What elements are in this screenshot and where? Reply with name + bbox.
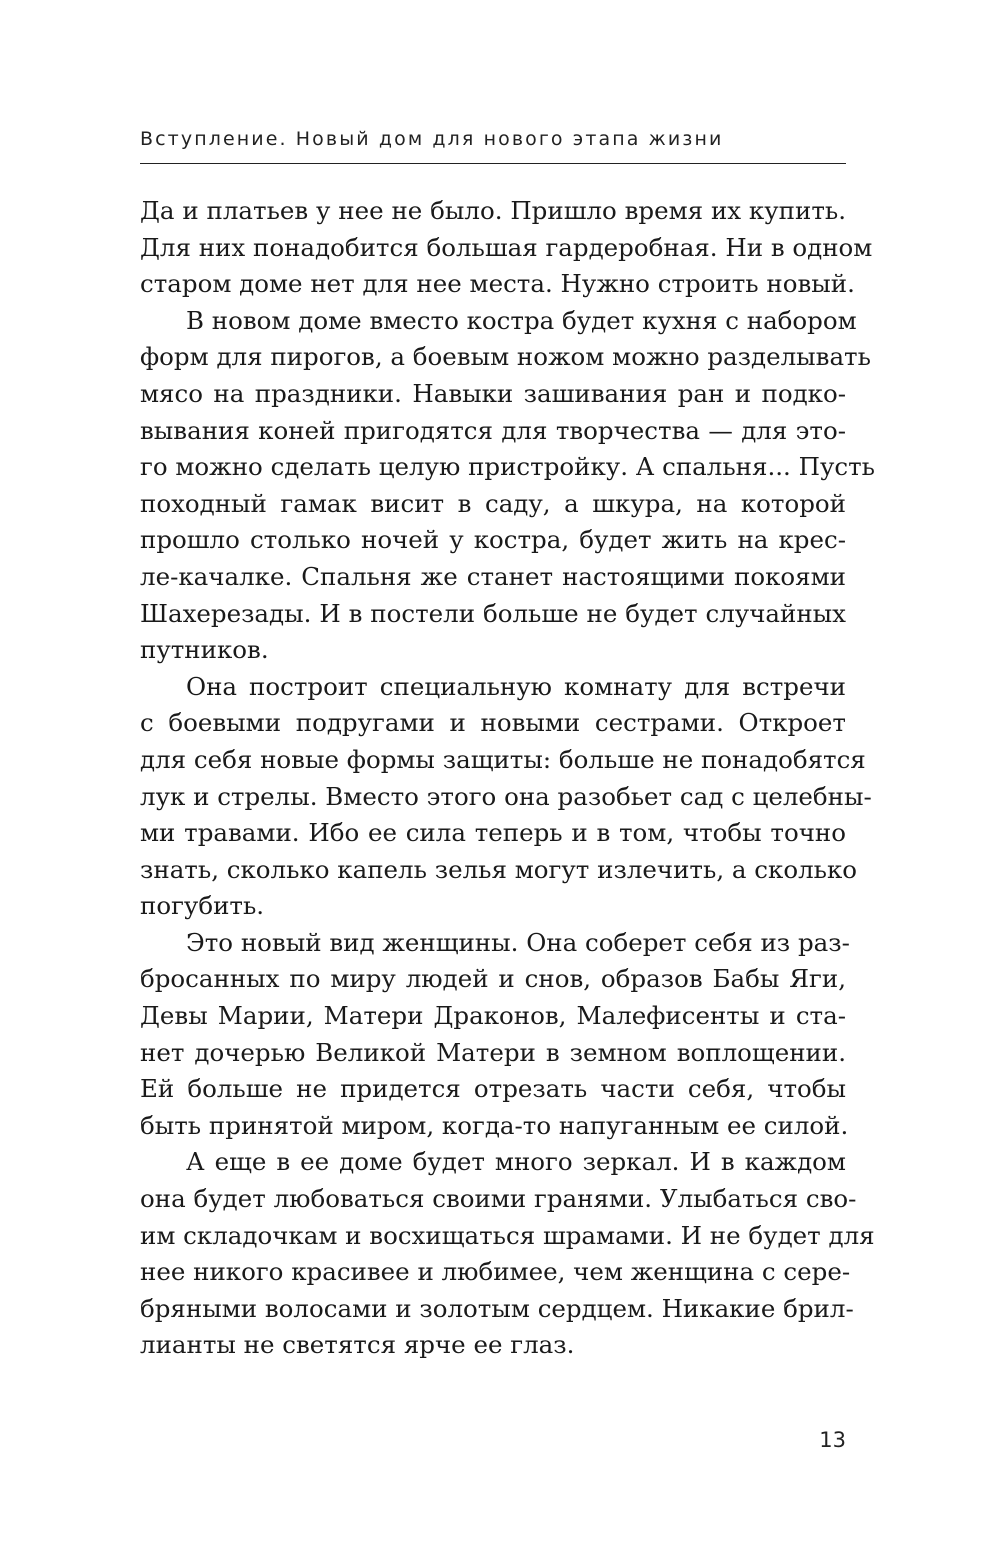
header-rule	[140, 163, 846, 164]
text-line: для себя новые формы защиты: больше не понадобятся	[140, 744, 866, 774]
text-line: ле-качалке. Спальня же станет настоящими покоями	[140, 561, 846, 591]
text-line: им складочкам и восхищаться шрамами. И не будет для	[140, 1220, 875, 1250]
text-line: погубить.	[140, 891, 265, 921]
text-line: с боевыми подругами и новыми сестрами. Откроет	[140, 708, 846, 738]
body-text	[140, 193, 876, 1364]
text-line: путников.	[140, 635, 269, 665]
page-number: 13	[819, 1428, 846, 1452]
text-line: Для них понадобится большая гардеробная. Ни в одном	[140, 232, 873, 262]
text-line: Девы Марии, Матери Драконов, Малефисенты и ста-	[140, 1001, 846, 1031]
text-line: мясо на праздники. Навыки зашивания ран и подко-	[140, 378, 846, 408]
text-line: бросанных по миру людей и снов, образов Бабы Яги,	[140, 964, 846, 994]
text-line: знать, сколько капель зелья могут излечить, а сколько	[140, 854, 858, 884]
text-line: бряными волосами и золотым сердцем. Никакие брил-	[140, 1293, 854, 1323]
text-line: прошло столько ночей у костра, будет жить на крес-	[140, 525, 846, 555]
text-line: старом доме нет для нее места. Нужно строить новый.	[140, 269, 855, 299]
text-line: Шахерезады. И в постели больше не будет случайных	[140, 598, 846, 628]
text-line: походный гамак висит в саду, а шкура, на которой	[140, 488, 846, 518]
text-line: лианты не светятся ярче ее глаз.	[140, 1330, 575, 1360]
text-line: Ей больше не придется отрезать части себя, чтобы	[140, 1074, 846, 1104]
text-line: А еще в ее доме будет много зеркал. И в каждом	[186, 1147, 846, 1177]
text-line: нее никого красивее и любимее, чем женщина с сере-	[140, 1257, 851, 1287]
text-line: форм для пирогов, а боевым ножом можно разделывать	[140, 342, 871, 372]
text-line: Да и платьев у нее не было. Пришло время их купить.	[140, 196, 846, 225]
text-line: она будет любоваться своими гранями. Улыбаться сво-	[140, 1184, 857, 1214]
text-line: лук и стрелы. Вместо этого она разобьет сад с целебны-	[140, 781, 872, 811]
text-line: вывания коней пригодятся для творчества — для это-	[140, 415, 846, 445]
text-line: Она построит специальную комнату для встречи	[186, 671, 846, 701]
text-line: го можно сделать целую пристройку. А спальня... Пусть	[140, 452, 876, 482]
text-line: ми травами. Ибо ее сила теперь и в том, чтобы точно	[140, 818, 846, 848]
text-line: быть принятой миром, когда-то напуганным ее силой.	[140, 1110, 849, 1140]
text-line: нет дочерью Великой Матери в земном воплощении.	[140, 1037, 846, 1067]
running-head-title: Вступление. Новый дом для нового этапа жизни	[140, 128, 724, 150]
text-line: Это новый вид женщины. Она соберет себя из раз-	[186, 927, 850, 957]
text-line: В новом доме вместо костра будет кухня с набором	[186, 305, 857, 335]
